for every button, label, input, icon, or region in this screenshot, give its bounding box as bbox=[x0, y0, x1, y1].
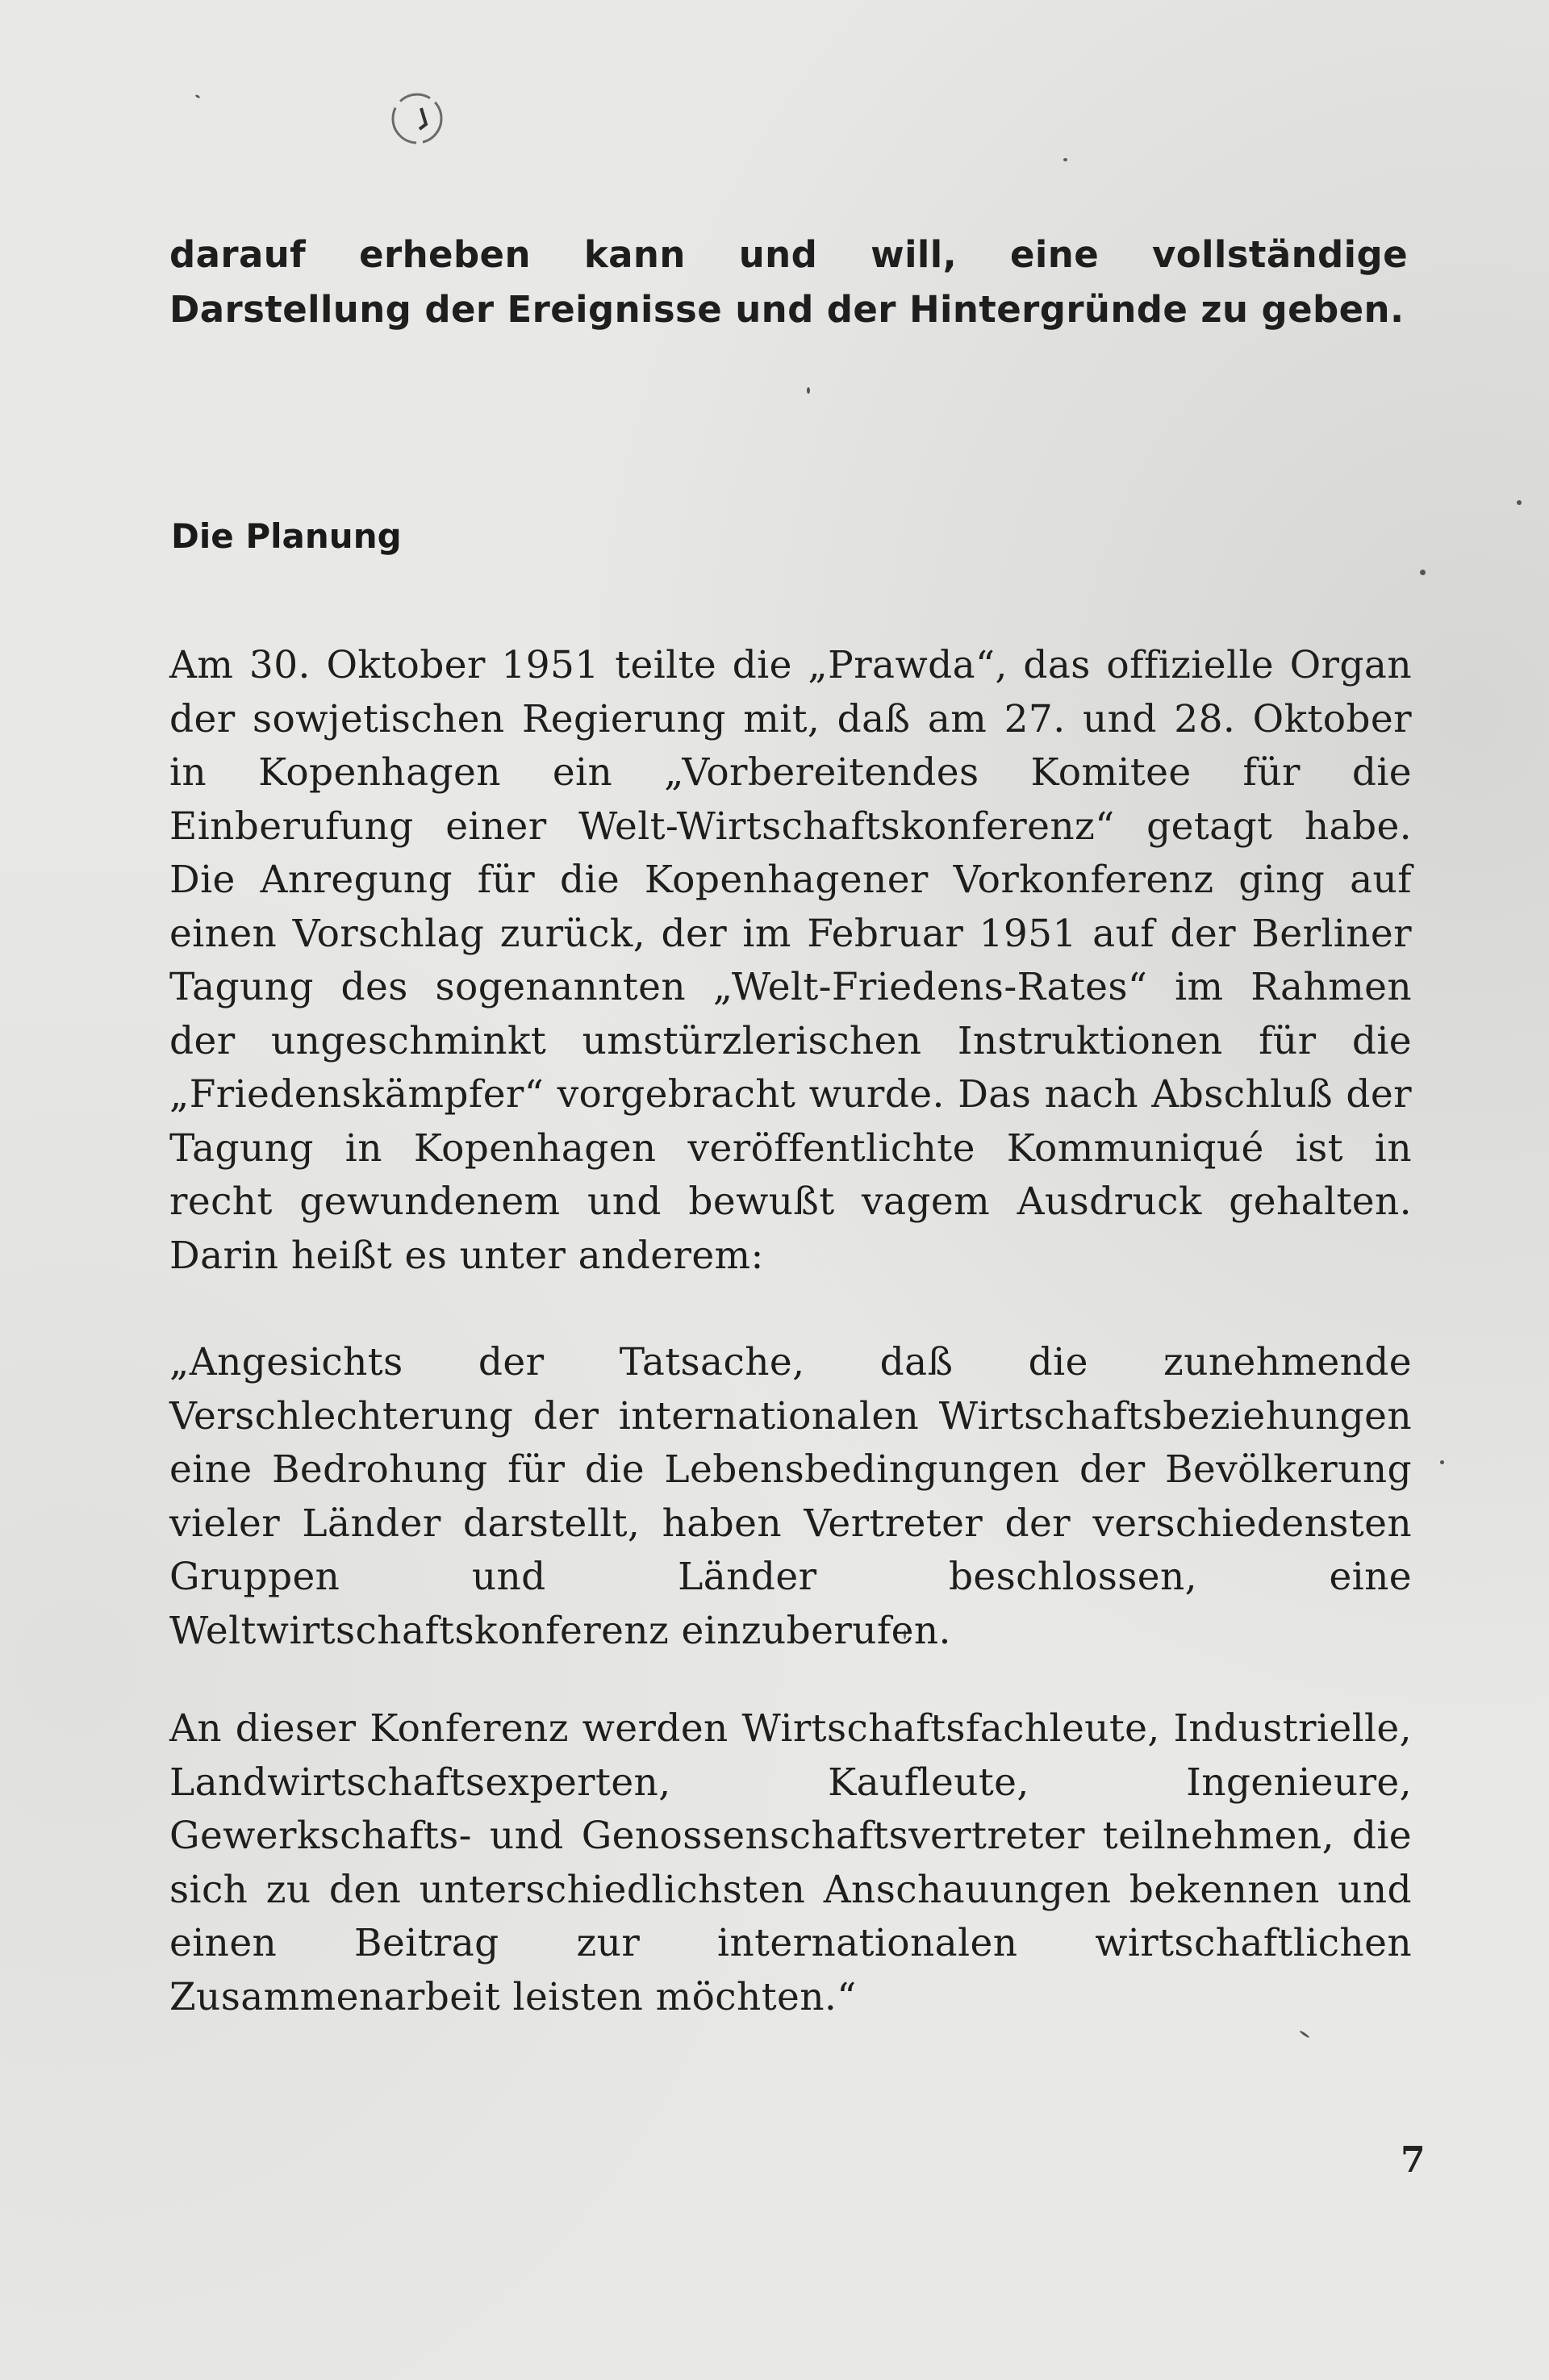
scan-speck bbox=[195, 94, 201, 99]
body-paragraph: Am 30. Oktober 1951 teilte die „Prawda“, das offizielle Organ der sowjetischen Regierung mit, daß am 27. und 28. Oktober in Kopenhagen ein „Vorbereitendes Komitee für die Einberufung einer Welt-Wirtschaftskonferenz“ getagt habe. Die Anregung für die Kopenhagener Vorkonferenz ging auf einen Vorschlag zurück, der im Februar 1951 auf der Berliner Tagung des sogenannten „Welt-Friedens-Rates“ im Rahmen der ungeschminkt umstürzlerischen Instruktionen für die „Friedenskämpfer“ vorgebracht wurde. Das nach Abschluß der Tagung in Kopenhagen veröffentlichte Kommuniqué ist in recht gewundenem und bewußt vagem Ausdruck gehalten. Darin heißt es unter anderem: bbox=[169, 643, 1412, 1278]
stamp-mark-icon bbox=[386, 87, 449, 150]
scan-speck bbox=[1063, 158, 1067, 161]
quote-paragraph: „Angesichts der Tatsache, daß die zunehmende Verschlechterung der internationalen Wirtschaftsbeziehungen eine Bedrohung für die Lebensbedingungen der Bevölkerung vieler Länder darstellt, haben Vertreter der verschiedensten Gruppen und Länder beschlossen, eine Weltwirtschaftskonferenz einzuberufen. bbox=[169, 1340, 1412, 1653]
page-number: 7 bbox=[1401, 2140, 1426, 2181]
scan-speck bbox=[1299, 2030, 1309, 2038]
scan-speck bbox=[1420, 570, 1426, 575]
scan-speck bbox=[1440, 1460, 1444, 1464]
intro-paragraph: darauf erheben kann und will, eine vollständige Darstellung der Ereignisse und der Hintergründe zu geben. bbox=[169, 233, 1408, 331]
quote-paragraph-continued: An dieser Konferenz werden Wirtschaftsfachleute, Industrielle, Landwirtschaftsexperten, Kaufleute, Ingenieure, Gewerkschafts- und Genossenschaftsvertreter teilnehmen, die sich zu den unterschiedlichsten Anschauungen bekennen und einen Beitrag zur internationalen wirtschaftlichen Zusammenarbeit leisten möchten.“ bbox=[169, 1706, 1412, 2019]
scan-speck bbox=[807, 387, 810, 394]
section-heading: Die Planung bbox=[171, 516, 402, 556]
scan-speck bbox=[1517, 500, 1522, 505]
